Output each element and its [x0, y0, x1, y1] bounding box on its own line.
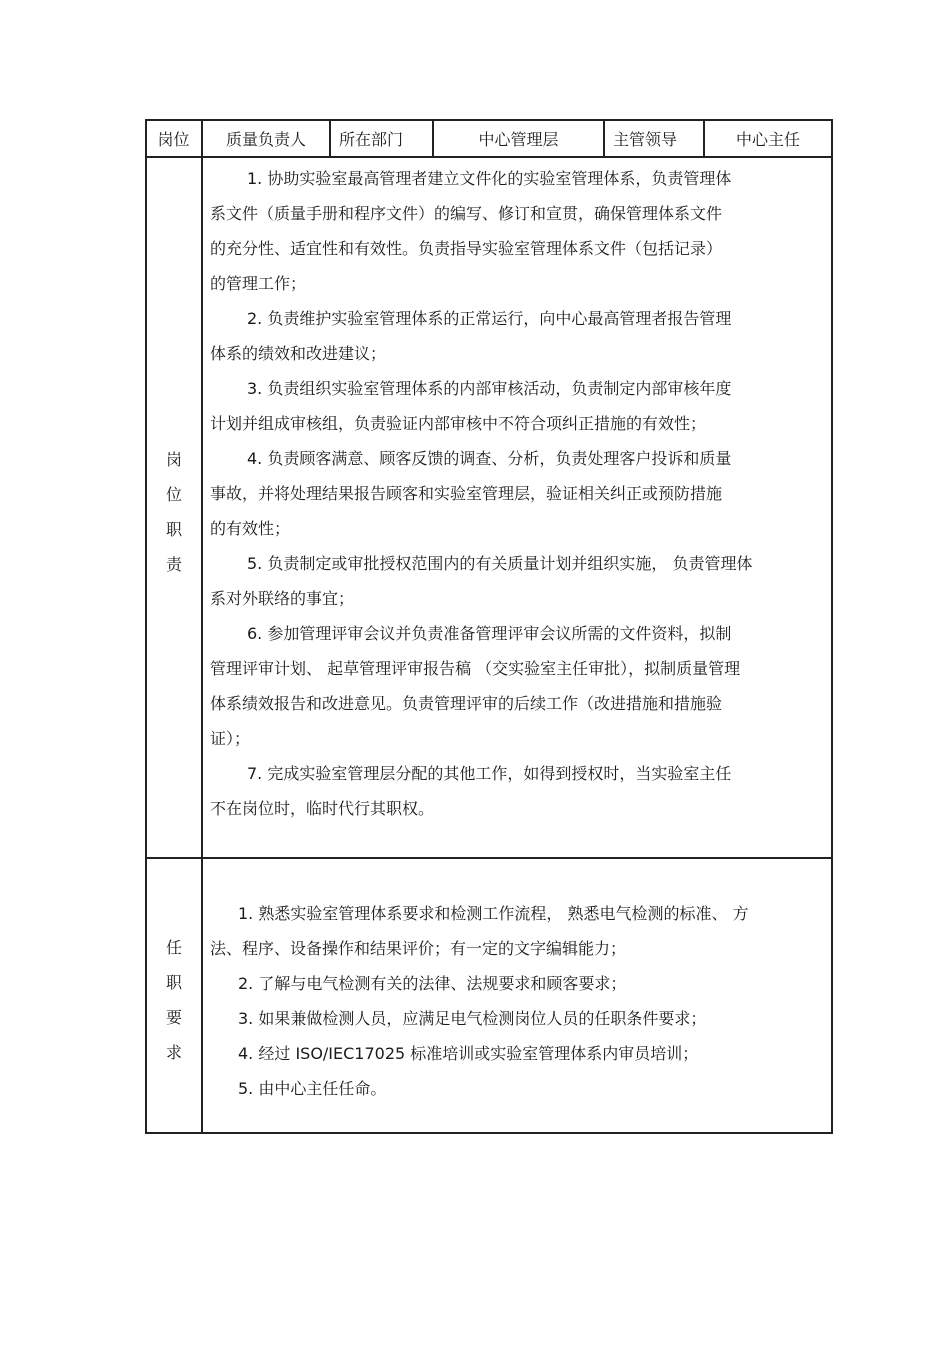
position-label: 岗位	[157, 130, 190, 149]
duties-label	[146, 442, 202, 582]
duties-label-char: 职	[165, 520, 182, 539]
duty-line: 系对外联络的事宜；	[210, 589, 355, 608]
requirements-label-char: 要	[165, 1008, 182, 1027]
duty-line: 7. 完成实验室管理层分配的其他工作，如得到授权时，当实验室主任	[247, 764, 732, 783]
duty-line: 6. 参加管理评审会议并负责准备管理评审会议所需的文件资料，拟制	[247, 624, 732, 643]
requirement-line: 5. 由中心主任任命。	[238, 1079, 387, 1098]
duty-line: 的有效性；	[210, 519, 291, 538]
duty-line: 体系绩效报告和改进意见。负责管理评审的后续工作（改进措施和措施验	[210, 694, 723, 713]
supervisor-value: 中心主任	[735, 130, 800, 149]
department-value: 中心管理层	[478, 130, 559, 149]
duty-line: 1. 协助实验室最高管理者建立文件化的实验室管理体系，负责管理体	[247, 169, 732, 188]
requirements-label-char: 任	[165, 938, 182, 957]
duty-line: 系文件（质量手册和程序文件）的编写、修订和宣贯，确保管理体系文件	[210, 204, 723, 223]
duty-line: 证）；	[210, 729, 251, 748]
table-right-border	[831, 119, 833, 1133]
requirements-text	[210, 896, 749, 1106]
duty-line: 管理评审计划、 起草管理评审报告稿 （交实验室主任审批），拟制质量管理	[210, 659, 741, 678]
duty-line: 的充分性、适宜性和有效性。负责指导实验室管理体系文件（包括记录）	[210, 239, 723, 258]
duty-line: 体系的绩效和改进建议；	[210, 344, 387, 363]
duty-line: 2. 负责维护实验室管理体系的正常运行，向中心最高管理者报告管理	[247, 309, 732, 328]
duty-line: 3. 负责组织实验室管理体系的内部审核活动，负责制定内部审核年度	[247, 379, 732, 398]
supervisor-label: 主管领导	[613, 130, 678, 149]
duty-line: 5. 负责制定或审批授权范围内的有关质量计划并组织实施， 负责管理体	[247, 554, 753, 573]
table-bottom-border	[145, 1132, 833, 1134]
duties-label-char: 岗	[165, 450, 182, 469]
department-label: 所在部门	[339, 130, 404, 149]
requirements-label-char: 职	[165, 973, 182, 992]
position-value: 质量负责人	[225, 130, 306, 149]
requirements-label	[146, 930, 202, 1070]
duty-line: 事故，并将处理结果报告顾客和实验室管理层，验证相关纠正或预防措施	[210, 484, 723, 503]
duties-label-char: 位	[165, 485, 182, 504]
duty-line: 的管理工作；	[210, 274, 307, 293]
section-divider	[145, 857, 833, 859]
duties-text	[210, 161, 752, 826]
duties-label-char: 责	[165, 555, 182, 574]
requirement-line: 2. 了解与电气检测有关的法律、法规要求和顾客要求；	[238, 974, 627, 993]
duty-line: 4. 负责顾客满意、顾客反馈的调查、分析，负责处理客户投诉和质量	[247, 449, 732, 468]
requirement-line: 法、程序、设备操作和结果评价；有一定的文字编辑能力；	[210, 939, 627, 958]
requirement-line: 3. 如果兼做检测人员，应满足电气检测岗位人员的任职条件要求；	[238, 1009, 707, 1028]
requirements-label-char: 求	[165, 1043, 182, 1062]
duty-line: 计划并组成审核组，负责验证内部审核中不符合项纠正措施的有效性；	[210, 414, 707, 433]
duty-line: 不在岗位时，临时代行其职权。	[210, 799, 435, 818]
requirement-line: 4. 经过 ISO/IEC17025 标准培训或实验室管理体系内审员培训；	[238, 1044, 699, 1063]
requirement-line: 1. 熟悉实验室管理体系要求和检测工作流程， 熟悉电气检测的标准、 方	[238, 904, 749, 923]
